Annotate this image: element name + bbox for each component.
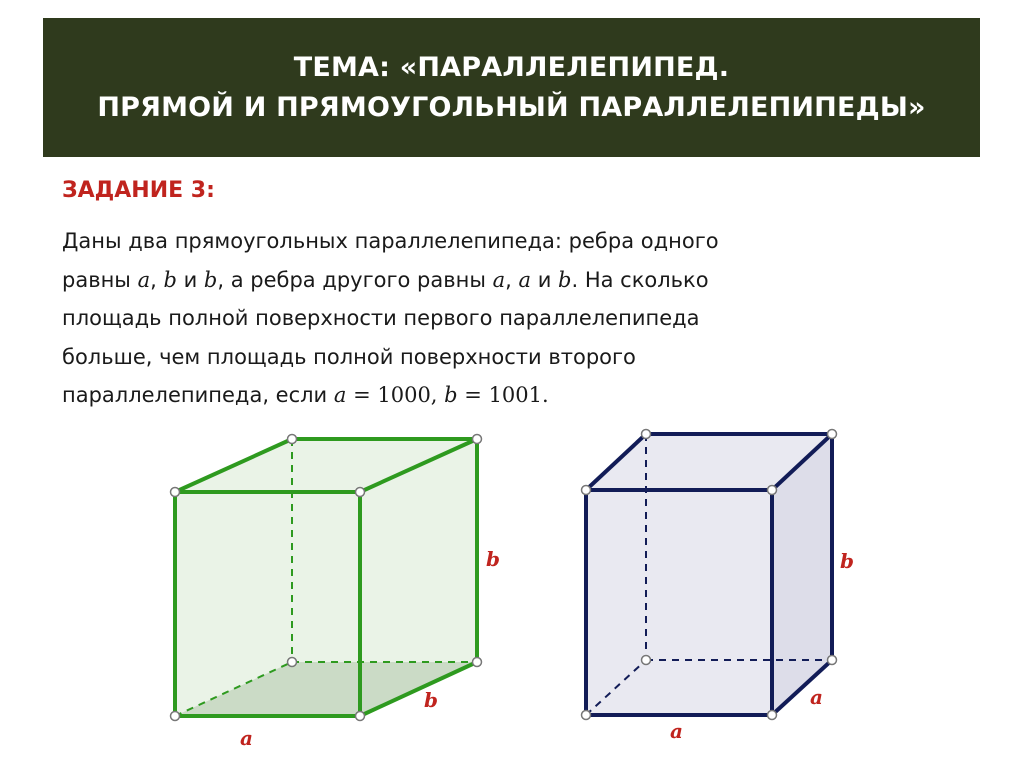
title-line-1: ТЕМА: «ПАРАЛЛЕЛЕПИПЕД. xyxy=(293,51,730,83)
task-line-1: Даны два прямоугольных параллелепипеда: ребра одного xyxy=(62,229,719,253)
task-line-3: площадь полной поверхности первого параллелепипеда xyxy=(62,306,700,330)
task-line-4: больше, чем площадь полной поверхности второго xyxy=(62,344,636,369)
task-heading: ЗАДАНИЕ 3: xyxy=(62,178,215,203)
left-label-width: a xyxy=(240,726,253,750)
right-box-faces xyxy=(586,434,832,715)
left-label-depth: b xyxy=(424,688,438,712)
task-line-5: параллелепипеда, если a = 1000, b = 1001. xyxy=(62,383,549,407)
right-label-height: b xyxy=(840,549,854,573)
right-label-width: a xyxy=(670,719,683,743)
left-label-height: b xyxy=(486,547,500,571)
task-line-2: равны a, b и b, а ребра другого равны a, a и b. На сколько xyxy=(62,267,709,292)
title-line-2: ПРЯМОЙ И ПРЯМОУГОЛЬНЫЙ ПАРАЛЛЕЛЕПИПЕДЫ» xyxy=(97,91,926,123)
right-label-depth: a xyxy=(810,685,823,709)
